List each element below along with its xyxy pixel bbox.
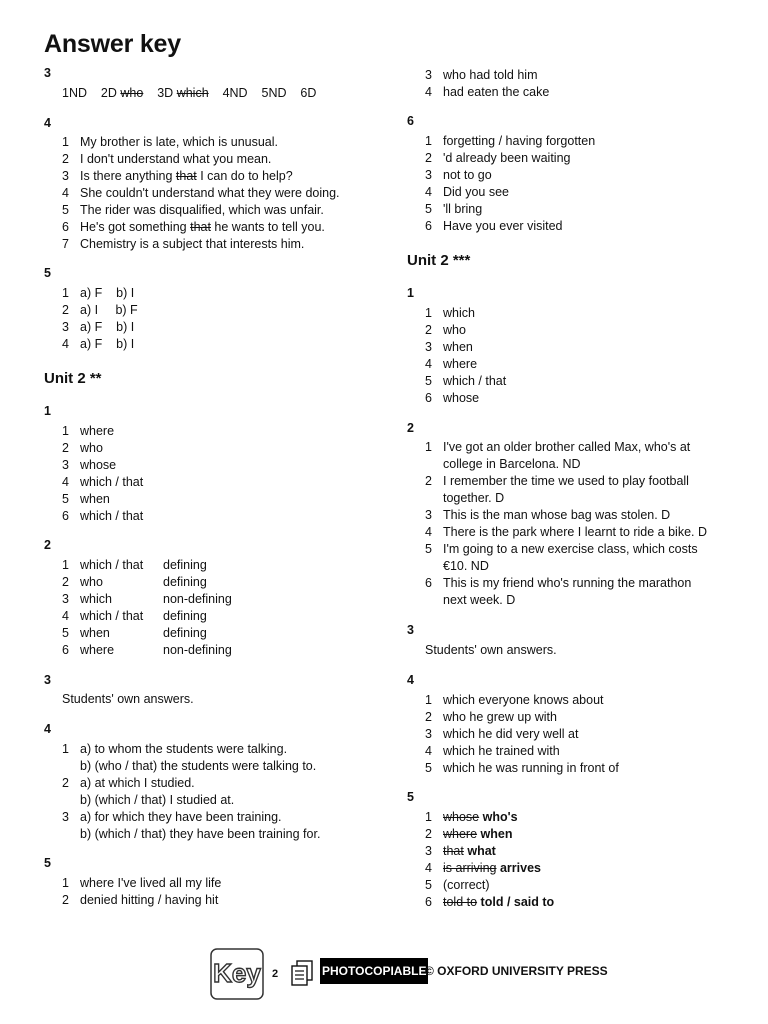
unit-ex-3-heading: 3 — [407, 623, 414, 637]
exercise-4-heading: 4 — [44, 116, 51, 130]
list-item-continuation: next week. D — [443, 593, 516, 607]
unit-heading: Unit 2 *** — [407, 252, 471, 269]
unit-ex-3-text: Students' own answers. — [62, 692, 194, 706]
exercise-3-answers: 1ND 2D who 3D which 4ND 5ND 6D — [62, 86, 317, 100]
unit-heading: Unit 2 ** — [44, 370, 102, 387]
unit-ex-3-text: Students' own answers. — [425, 643, 557, 657]
publisher-copyright: © OXFORD UNIVERSITY PRESS — [425, 964, 608, 978]
list-item-continuation: b) (who / that) the students were talking to. — [80, 759, 317, 773]
photocopiable-badge: PHOTOCOPIABLE — [320, 958, 428, 984]
list-item-continuation: b) (which / that) I studied at. — [80, 793, 235, 807]
exercise-5-heading: 5 — [44, 266, 51, 280]
footer — [210, 948, 630, 1004]
list-item-continuation: €10. ND — [443, 559, 489, 573]
list-item-continuation: b) (which / that) they have been training for. — [80, 827, 321, 841]
list-item-continuation: college in Barcelona. ND — [443, 457, 581, 471]
unit-ex-3-heading: 3 — [44, 673, 51, 687]
unit-ex-2-heading: 2 — [44, 538, 51, 552]
unit-ex-4-heading: 4 — [44, 722, 51, 736]
key-logo — [210, 948, 264, 1000]
unit-ex-1-heading: 1 — [407, 286, 414, 300]
unit-ex-1-heading: 1 — [44, 404, 51, 418]
svg-text:Key: Key — [213, 958, 261, 988]
unit-ex-5-heading: 5 — [407, 790, 414, 804]
page-title: Answer key — [44, 30, 181, 58]
exercise-6-heading: 6 — [407, 114, 414, 128]
unit-ex-4-heading: 4 — [407, 673, 414, 687]
list-item-continuation: together. D — [443, 491, 505, 505]
unit-ex-5-heading: 5 — [44, 856, 51, 870]
page-number: 2 — [272, 968, 279, 980]
exercise-3-heading: 3 — [44, 66, 51, 80]
photocopy-icon — [290, 960, 314, 986]
unit-ex-2-heading: 2 — [407, 421, 414, 435]
